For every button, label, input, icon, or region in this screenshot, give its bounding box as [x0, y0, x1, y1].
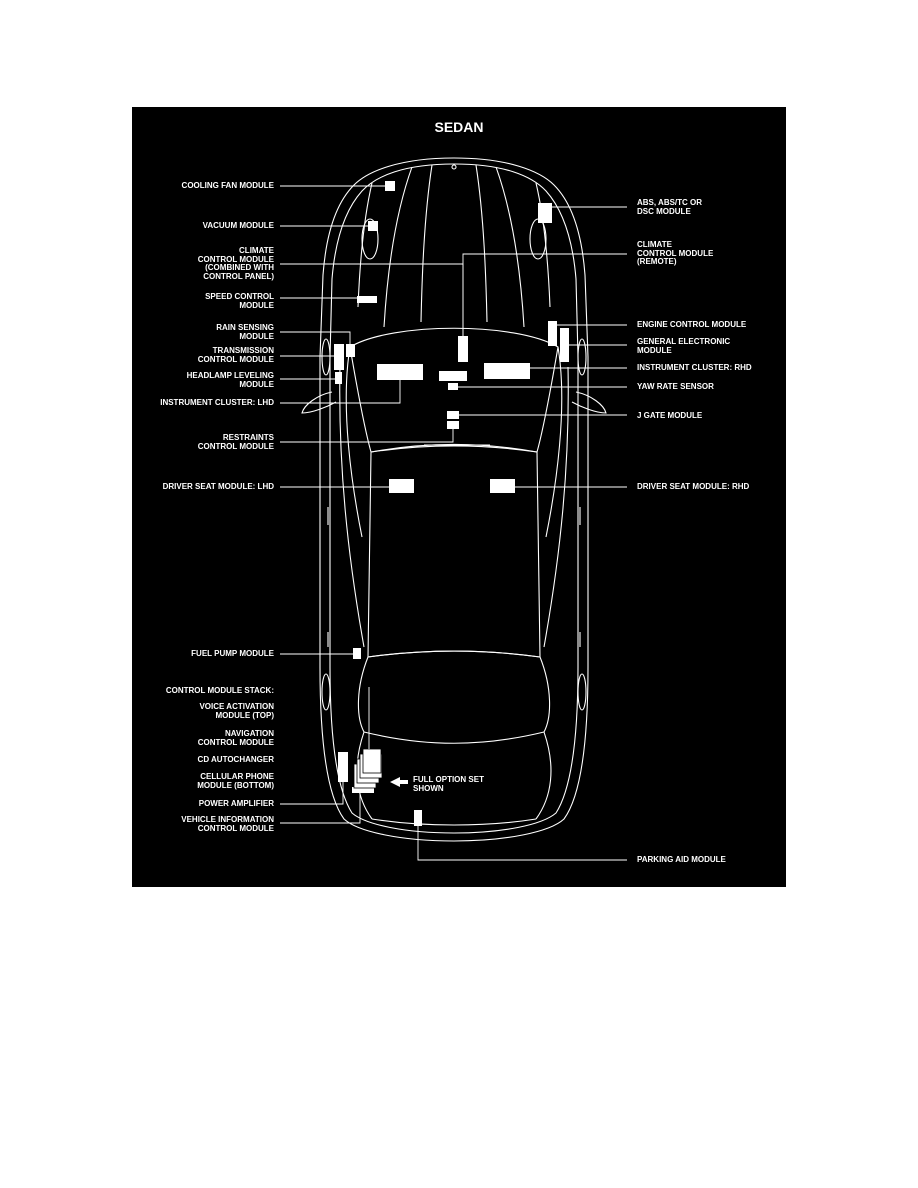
- transmission-control-module-marker: [334, 344, 344, 370]
- general-electronic-module-marker: [560, 328, 569, 362]
- cooling-fan-module-marker: [385, 181, 395, 191]
- parking-aid-module-marker: [414, 810, 422, 826]
- power-amplifier-marker: [338, 752, 348, 782]
- label-speed-control-module: SPEED CONTROL MODULE: [205, 292, 274, 310]
- label-instrument-cluster-rhd: INSTRUMENT CLUSTER: RHD: [637, 363, 752, 372]
- label-j-gate-module: J GATE MODULE: [637, 411, 703, 420]
- label-voice-activation-module: VOICE ACTIVATION MODULE (TOP): [199, 702, 274, 720]
- label-general-electronic-module: GENERAL ELECTRONIC MODULE: [637, 337, 731, 355]
- label-climate-control-remote: CLIMATE CONTROL MODULE (REMOTE): [637, 240, 714, 267]
- label-driver-seat-module-rhd: DRIVER SEAT MODULE: RHD: [637, 482, 750, 491]
- climate-control-combined-marker: [458, 336, 468, 362]
- label-yaw-rate-sensor: YAW RATE SENSOR: [637, 382, 714, 391]
- vacuum-module-marker: [368, 221, 378, 231]
- label-restraints-control-module: RESTRAINTS CONTROL MODULE: [197, 433, 274, 451]
- abs-module-marker: [538, 203, 552, 223]
- label-navigation-control-module: NAVIGATION CONTROL MODULE: [197, 729, 274, 747]
- label-transmission-control-module: TRANSMISSION CONTROL MODULE: [197, 346, 274, 364]
- label-vehicle-information-control-module: VEHICLE INFORMATION CONTROL MODULE: [181, 815, 274, 833]
- label-vacuum-module: VACUUM MODULE: [202, 221, 274, 230]
- fuel-pump-module-marker: [353, 648, 361, 659]
- j-gate-module-marker: [447, 411, 459, 419]
- label-engine-control-module: ENGINE CONTROL MODULE: [637, 320, 747, 329]
- label-fuel-pump-module: FUEL PUMP MODULE: [191, 649, 274, 658]
- label-full-option-set: FULL OPTION SET SHOWN: [413, 775, 484, 793]
- label-cellular-phone-module: CELLULAR PHONE MODULE (BOTTOM): [197, 772, 274, 790]
- speed-control-module-marker: [357, 296, 377, 303]
- label-cd-autochanger: CD AUTOCHANGER: [197, 755, 274, 764]
- label-abs-module: ABS, ABS/TC OR DSC MODULE: [637, 198, 703, 216]
- label-power-amplifier: POWER AMPLIFIER: [198, 799, 274, 808]
- yaw-rate-sensor-marker: [448, 383, 458, 390]
- diagram-title: SEDAN: [434, 119, 484, 135]
- driver-seat-rhd-marker: [490, 479, 515, 493]
- label-driver-seat-module-lhd: DRIVER SEAT MODULE: LHD: [162, 482, 274, 491]
- label-headlamp-leveling-module: HEADLAMP LEVELING MODULE: [186, 371, 274, 389]
- label-rain-sensing-module: RAIN SENSING MODULE: [216, 323, 274, 341]
- label-cooling-fan-module: COOLING FAN MODULE: [181, 181, 274, 190]
- full-option-arrow: [390, 777, 408, 787]
- label-instrument-cluster-lhd: INSTRUMENT CLUSTER: LHD: [160, 398, 274, 407]
- label-climate-control-combined: CLIMATE CONTROL MODULE (COMBINED WITH CONTROL PANEL): [197, 246, 274, 281]
- headlamp-leveling-module-marker: [335, 372, 342, 384]
- engine-control-module-marker: [548, 321, 557, 346]
- climate-control-panel-marker: [439, 371, 467, 381]
- rain-sensing-module-marker: [346, 344, 355, 357]
- instrument-cluster-rhd-marker: [484, 363, 530, 379]
- diagram-panel: [132, 107, 786, 887]
- label-parking-aid-module: PARKING AID MODULE: [637, 855, 726, 864]
- label-control-module-stack: CONTROL MODULE STACK:: [165, 686, 274, 695]
- instrument-cluster-lhd-marker: [377, 364, 423, 380]
- restraints-control-module-marker: [447, 421, 459, 429]
- car-outline: [302, 158, 606, 841]
- driver-seat-lhd-marker: [389, 479, 414, 493]
